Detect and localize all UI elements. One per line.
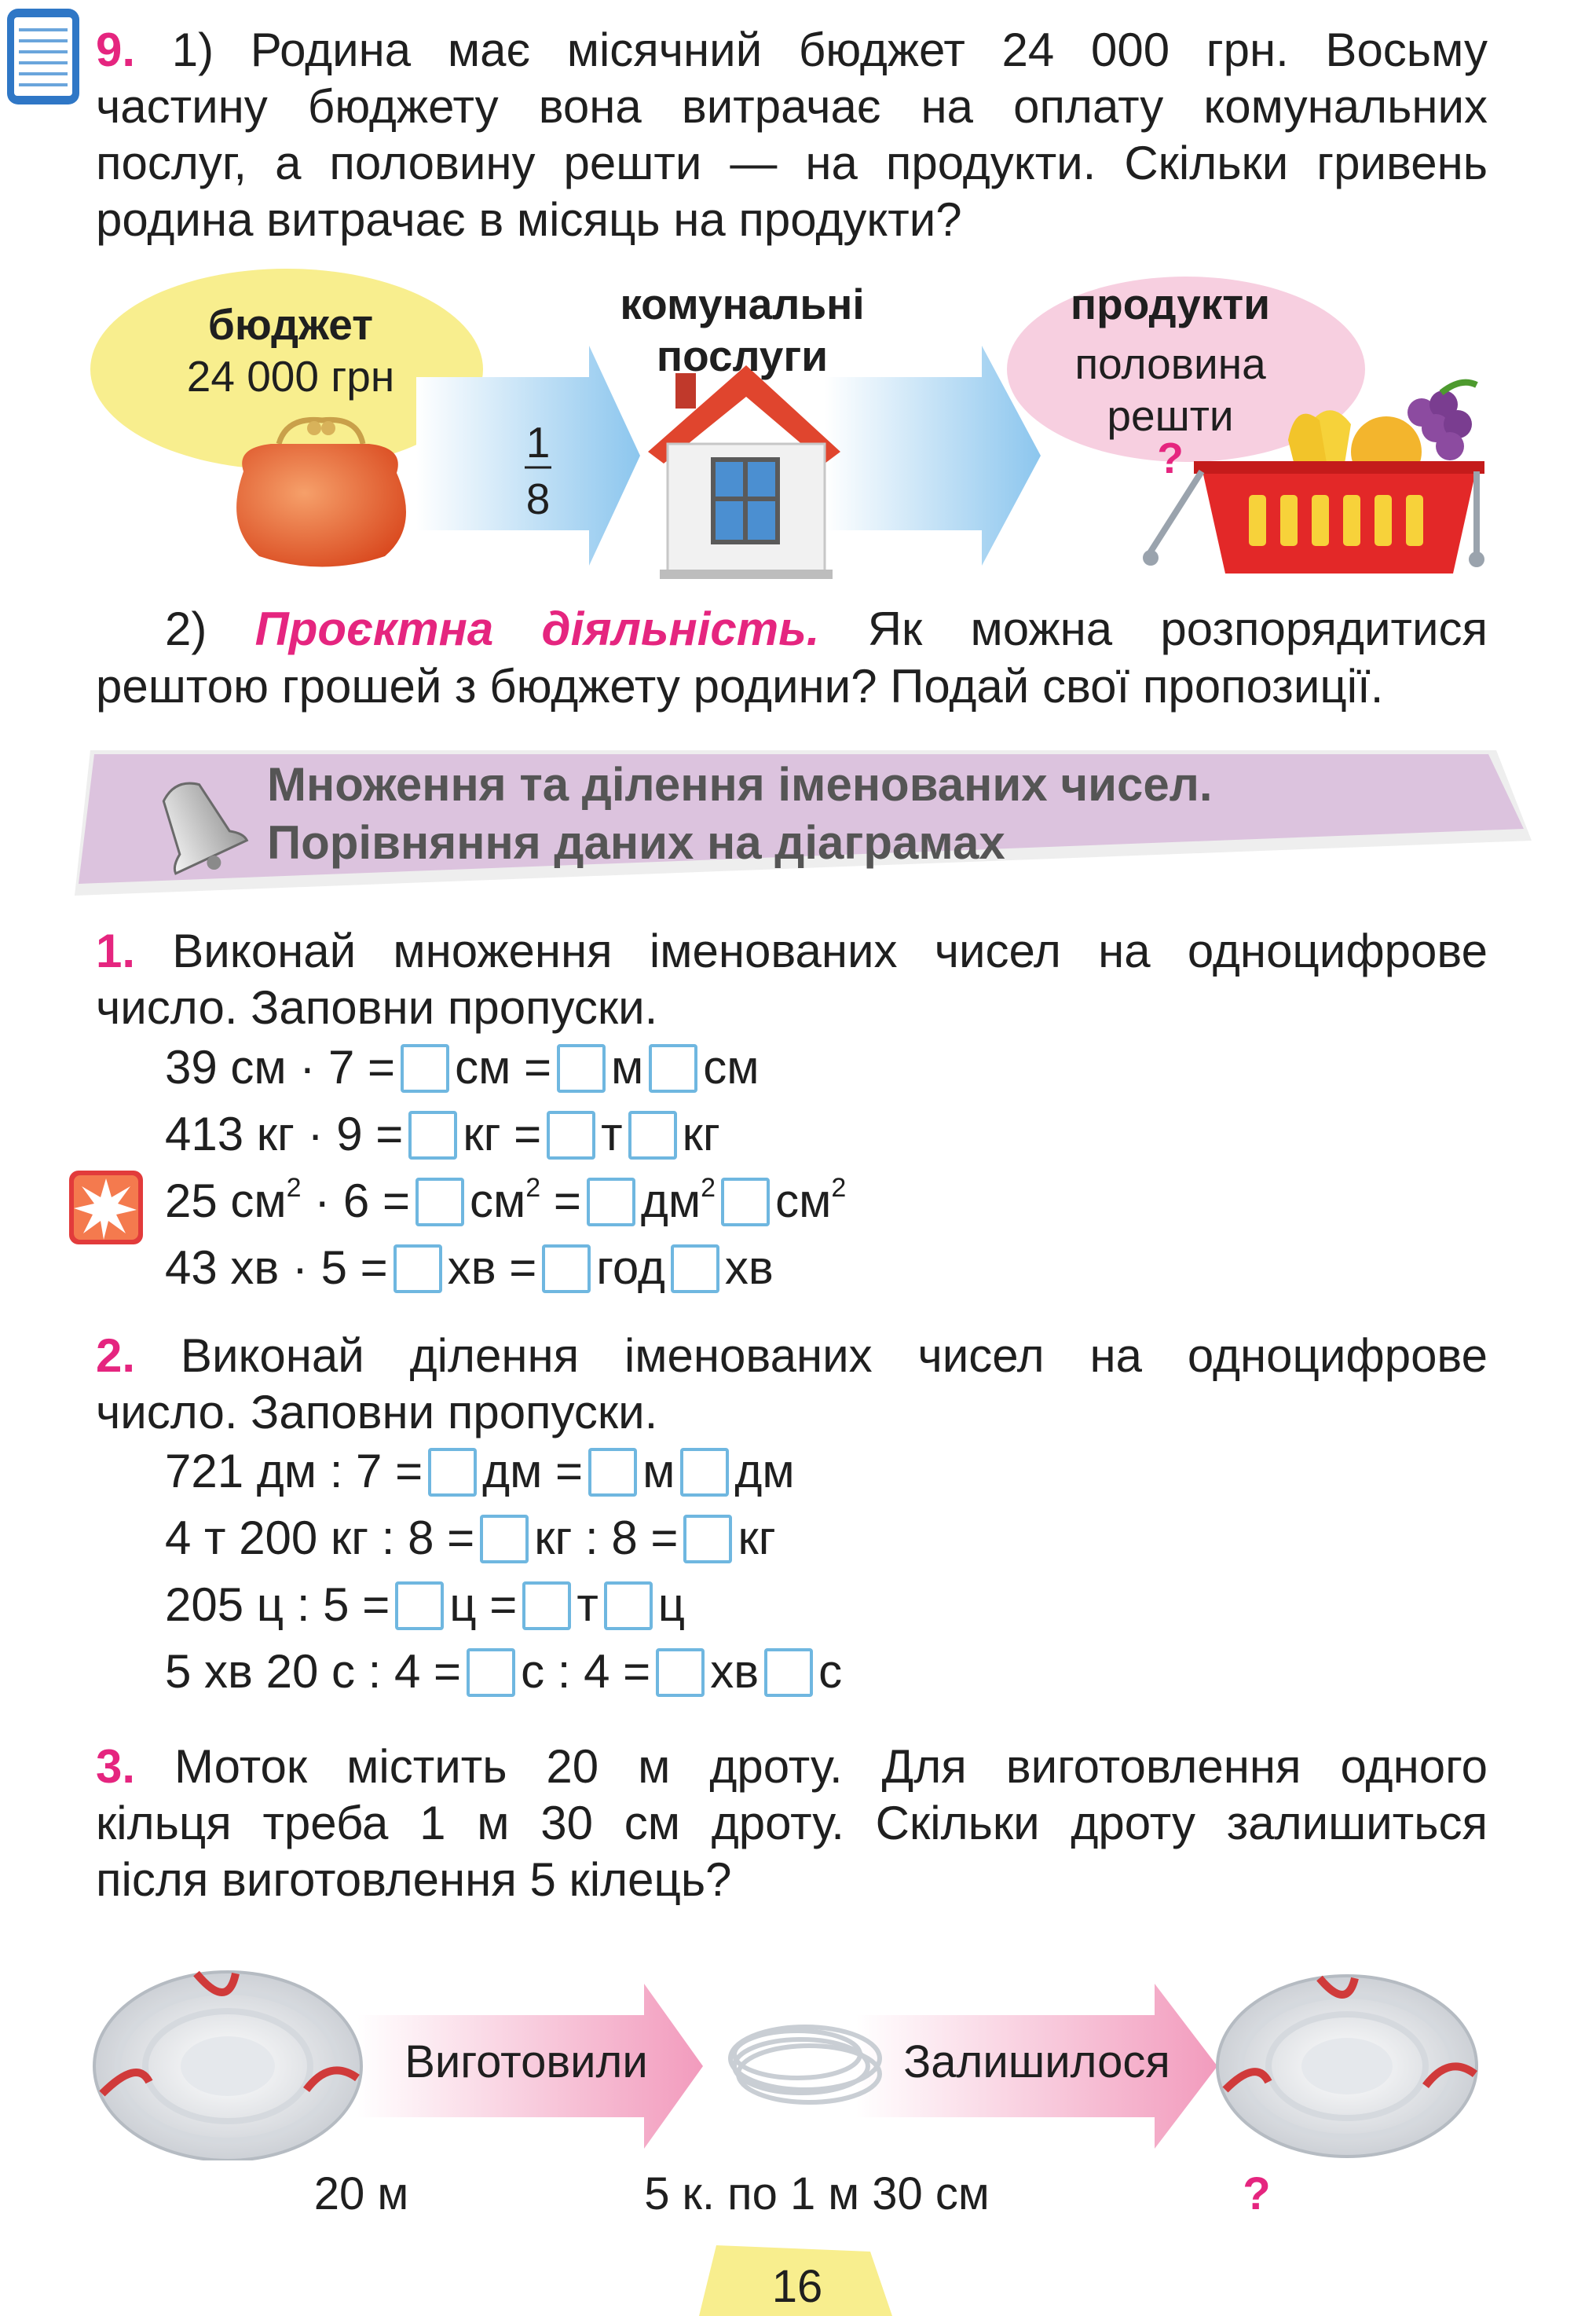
- section-title-line1: Множення та ділення іменованих чисел.: [267, 758, 1213, 811]
- answer-box[interactable]: [557, 1044, 606, 1093]
- task2-eq4: 5 хв 20 с : 4 = с : 4 = хв с: [165, 1645, 843, 1698]
- answer-box[interactable]: [467, 1648, 515, 1697]
- answer-box[interactable]: [721, 1178, 770, 1226]
- star-difficulty-icon: [68, 1169, 145, 1246]
- answer-box[interactable]: [408, 1111, 457, 1160]
- task2-line2: число. Заповни пропуски.: [96, 1386, 658, 1438]
- task1-eq3: 25 $см^2 \cdot 6 = см^2 = дм^2$ $см^2$: [165, 1173, 847, 1227]
- task1-eq4: 43 хв · 5 = хв = год хв: [165, 1241, 774, 1294]
- answer-box[interactable]: [628, 1111, 677, 1160]
- task1-eq1: 39 см · 7 = см = м см: [165, 1041, 760, 1094]
- task9-number: 9.: [96, 24, 136, 76]
- section-title-line2: Порівняння даних на діаграмах: [267, 816, 1005, 869]
- budget-value: 24 000 грн: [186, 352, 395, 401]
- task9-line1: 9. 1) Родина має місячний бюджет 24 000 грн. Восьму: [96, 24, 1488, 76]
- page-number: 16: [771, 2261, 823, 2312]
- fraction-numerator: 1: [525, 418, 551, 467]
- utilities-line1: комунальні: [620, 280, 865, 328]
- task2-eq3: 205 ц : 5 = ц = т ц: [165, 1578, 686, 1631]
- answer-box[interactable]: [587, 1178, 635, 1226]
- task1-line1: 1. Виконай множення іменованих чисел на одноцифрове: [96, 925, 1488, 977]
- arrow-left-label: Залишилося: [903, 2036, 1170, 2087]
- wire-diagram: [0, 1956, 1596, 2160]
- answer-box[interactable]: [401, 1044, 449, 1093]
- rings-label: 5 к. по 1 м 30 см: [644, 2168, 990, 2219]
- answer-box[interactable]: [656, 1648, 705, 1697]
- task3-line1: 3. Моток містить 20 м дроту. Для виготовлення одного: [96, 1740, 1488, 1793]
- task2-eq2: 4 т 200 кг : 8 = кг : 8 = кг: [165, 1512, 776, 1564]
- wire-coil-icon: [94, 1972, 361, 2160]
- task9-part2-line2: рештою грошей з бюджету родини? Подай свої пропозиції.: [96, 660, 1384, 713]
- answer-box[interactable]: [480, 1515, 529, 1563]
- task9-line3: послуг, а половину решти — на продукти. Скільки гривень: [96, 137, 1488, 189]
- answer-box[interactable]: [428, 1448, 477, 1497]
- answer-box[interactable]: [764, 1648, 813, 1697]
- answer-box[interactable]: [588, 1448, 637, 1497]
- task2-eq1: 721 дм : 7 = дм = м дм: [165, 1445, 795, 1497]
- answer-box[interactable]: [649, 1044, 697, 1093]
- house-icon: [648, 365, 840, 579]
- answer-box[interactable]: [522, 1581, 571, 1630]
- answer-box[interactable]: [680, 1448, 729, 1497]
- task1-line2: число. Заповни пропуски.: [96, 981, 658, 1034]
- task3-line3: після виготовлення 5 кілець?: [96, 1853, 732, 1906]
- answer-box[interactable]: [415, 1178, 464, 1226]
- products-question: ?: [1157, 434, 1184, 482]
- task1-eq2: 413 кг · 9 = кг = т кг: [165, 1108, 720, 1160]
- bell-icon: [141, 774, 251, 876]
- task9-line2: частину бюджету вона витрачає на оплату комунальних: [96, 80, 1488, 133]
- budget-flow-diagram: [0, 267, 1596, 597]
- answer-box[interactable]: [604, 1581, 653, 1630]
- task3-line2: кільця треба 1 м 30 см дроту. Скільки дроту залишиться: [96, 1797, 1488, 1849]
- answer-box[interactable]: [542, 1244, 591, 1293]
- task3-number: 3.: [96, 1740, 136, 1793]
- arrow-made-label: Виготовили: [404, 2036, 648, 2087]
- task9-part2-line1: 2) Проєктна діяльність. Як можна розпорядитися: [165, 603, 1488, 655]
- project-activity-label: Проєктна діяльність.: [254, 603, 820, 655]
- wire-coil-icon: [1217, 1976, 1477, 2157]
- task1-number: 1.: [96, 925, 136, 977]
- coil-length-label: 20 м: [313, 2168, 409, 2219]
- answer-box[interactable]: [395, 1581, 444, 1630]
- task9-line4: родина витрачає в місяць на продукти?: [96, 193, 962, 246]
- answer-box[interactable]: [683, 1515, 732, 1563]
- task2-number: 2.: [96, 1329, 136, 1382]
- utilities-line2: послуги: [656, 332, 829, 380]
- products-line1: половина: [1074, 339, 1266, 388]
- answer-box[interactable]: [671, 1244, 719, 1293]
- answer-box[interactable]: [547, 1111, 595, 1160]
- remaining-question: ?: [1243, 2168, 1271, 2219]
- budget-title: бюджет: [207, 300, 374, 349]
- task2-line1: 2. Виконай ділення іменованих чисел на одноцифрове: [96, 1329, 1488, 1382]
- notebook-icon: [5, 6, 82, 107]
- products-title: продукти: [1070, 280, 1271, 328]
- fraction-denominator: 8: [525, 475, 551, 523]
- products-line2: решти: [1107, 391, 1234, 440]
- answer-box[interactable]: [394, 1244, 442, 1293]
